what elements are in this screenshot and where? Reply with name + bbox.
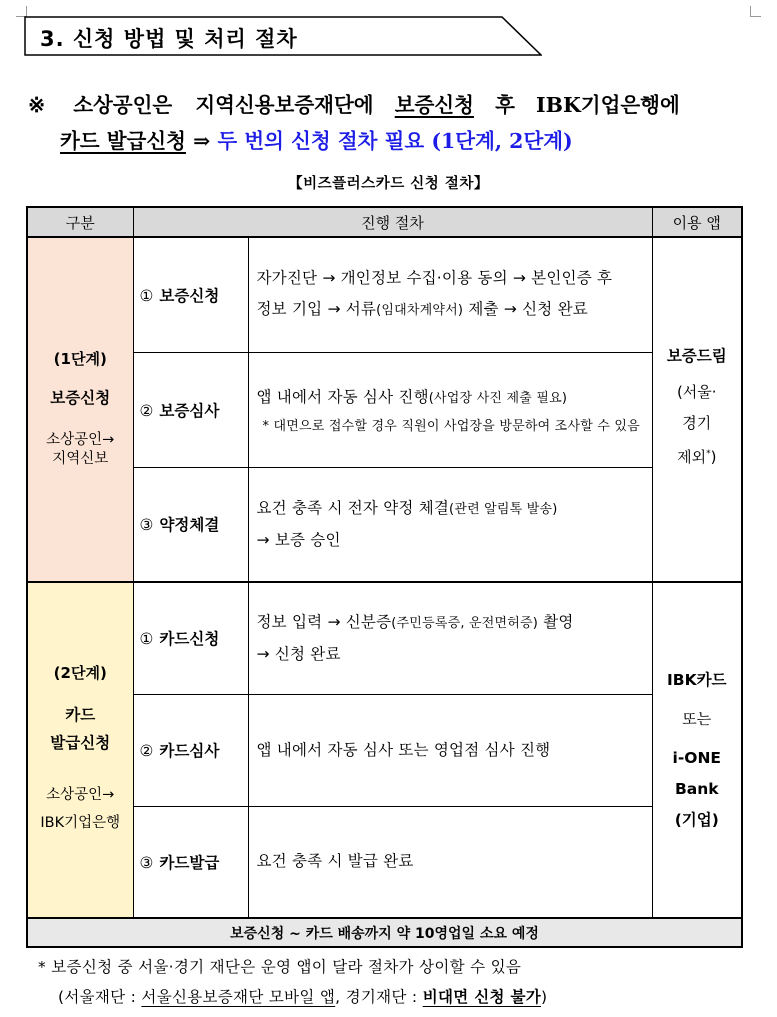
step-description	[248, 694, 652, 806]
stage2-app-name-alt: i-ONE	[672, 748, 721, 767]
footnote-text: , 경기재단 :	[335, 988, 423, 1006]
notice-text: IBK기업은행	[536, 93, 660, 117]
desc-small-text: (사업장 사진 제출 필요)	[428, 390, 568, 406]
step-name: 카드발급	[159, 853, 220, 872]
step-guarantee-apply	[133, 237, 248, 352]
table-header-row	[27, 207, 742, 237]
desc-text: 자가진단 → 개인정보 수집·이용 동의 → 본인인증 후	[256, 269, 613, 288]
stage2-title: (2단계)	[53, 663, 107, 682]
stage1-app-cell	[652, 237, 742, 582]
step-card-apply	[133, 582, 248, 694]
step-number: ①	[139, 630, 154, 649]
step-guarantee-review	[133, 352, 248, 467]
step-description	[248, 582, 652, 694]
stage2-flow-from: 소상공인→	[46, 787, 115, 804]
stage1-name: 보증신청	[50, 388, 111, 407]
stage2-flow	[28, 781, 133, 837]
table-footer-row	[27, 918, 742, 947]
table-caption: 【비즈플러스카드 신청 절차】	[288, 176, 489, 192]
table-footer: 보증신청 ~ 카드 배송까지 약 10영업일 소요 예정	[27, 918, 742, 947]
table-row	[27, 806, 742, 918]
step-number: ②	[139, 401, 154, 420]
step-description	[248, 352, 652, 467]
desc-small-text: (주민등록증, 운전면허증)	[391, 615, 539, 631]
step-name: 카드심사	[159, 742, 220, 760]
app-note-text: 경기	[682, 414, 712, 433]
stage1-cell	[27, 237, 133, 582]
desc-text: 촬영	[538, 612, 574, 631]
stage1-title: (1단계)	[53, 350, 107, 369]
step-number: ③	[139, 853, 154, 872]
desc-text: 요건 충족 시 전자 약정 체결	[256, 498, 450, 517]
app-note-text: (서울·	[676, 383, 717, 402]
table-row	[27, 237, 742, 352]
table-row	[27, 582, 742, 694]
stage2-app-name-alt: Bank	[674, 779, 719, 798]
notice-text-card-application: 카드 발급신청	[60, 129, 186, 153]
section-title: 3. 신청 방법 및 처리 절차	[40, 27, 298, 51]
step-description	[248, 467, 652, 582]
notice-text: 소상공인은	[73, 93, 180, 117]
table-row	[27, 694, 742, 806]
desc-text: 앱 내에서 자동 심사 진행	[256, 387, 429, 406]
footnote-text: (서울재단 :	[58, 988, 142, 1006]
step-description	[248, 237, 652, 352]
stage1-flow-to: 지역신보	[52, 451, 109, 468]
page-corner-mark	[750, 6, 761, 17]
stage1-app-note	[653, 377, 742, 473]
footnote-gyeonggi-note: 비대면 신청 불가	[422, 988, 541, 1006]
step-number: ②	[139, 742, 154, 760]
notice-two-step-text: 두 번의 신청 절차 필요 (1단계, 2단계)	[217, 129, 573, 153]
step-name: 약정체결	[159, 516, 220, 535]
notice-arrow: ⇒	[185, 129, 218, 153]
desc-text: 정보 기입 → 서류	[256, 300, 377, 319]
stage1-flow-from: 소상공인→	[46, 431, 115, 448]
reference-mark: ※	[28, 93, 46, 117]
stage2-cell	[27, 582, 133, 918]
header-process: 진행 절차	[133, 207, 652, 237]
stage1-app-name: 보증드림	[666, 346, 727, 365]
app-note-asterisk: *	[706, 449, 711, 460]
notice-text: 에	[659, 93, 680, 117]
step-name: 보증신청	[159, 286, 220, 305]
stage2-name	[28, 701, 133, 757]
desc-footnote: * 대면으로 접수할 경우 직원이 사업장을 방문하여 조사할 수 있음	[262, 418, 640, 434]
step-number: ①	[139, 286, 154, 305]
stage2-flow-to: IBK기업은행	[40, 815, 121, 832]
app-note-text: 제외	[677, 448, 707, 467]
notice-line-2	[60, 124, 573, 154]
stage2-app-cell	[652, 582, 742, 918]
footnote-line-1: * 보증신청 중 서울·경기 재단은 운영 앱이 달라 절차가 상이할 수 있음	[38, 958, 522, 976]
table-row	[27, 352, 742, 467]
desc-small-text: (관련 알림톡 발송)	[449, 501, 558, 517]
desc-text: → 신청 완료	[256, 644, 341, 663]
header-app: 이용 앱	[652, 207, 742, 237]
stage2-app-name: IBK카드	[666, 670, 727, 689]
notice-text: 에	[353, 93, 381, 117]
step-agreement	[133, 467, 248, 582]
desc-text: 제출 → 신청 완료	[463, 300, 588, 319]
procedure-table	[26, 206, 743, 948]
notice-line-1	[28, 88, 680, 118]
desc-text: 요건 충족 시 발급 완료	[256, 852, 414, 871]
notice-text: 후	[487, 93, 523, 117]
header-category: 구분	[27, 207, 133, 237]
stage2-app-or: 또는	[682, 709, 712, 728]
footnote-text: )	[541, 988, 548, 1006]
notice-text: 지역신용보증재단	[195, 93, 354, 117]
stage1-flow	[28, 431, 133, 470]
step-name: 보증심사	[159, 401, 220, 420]
step-description	[248, 806, 652, 918]
notice-text-guarantee-application: 보증신청	[394, 93, 474, 117]
app-note-text: )	[710, 448, 717, 467]
footnote-seoul-app: 서울신용보증재단 모바일 앱	[141, 988, 336, 1006]
step-name: 카드신청	[159, 630, 220, 649]
section-header	[24, 16, 542, 56]
stage2-name-text: 발급신청	[50, 734, 111, 753]
stage2-app-name-alt: (기업)	[674, 810, 719, 829]
stage2-name-text: 카드	[65, 706, 96, 725]
footnote-line-2	[58, 985, 547, 1007]
desc-text: 정보 입력 → 신분증	[256, 612, 392, 631]
desc-small-text: (임대차계약서)	[376, 303, 464, 319]
step-number: ③	[139, 516, 154, 535]
step-card-issue	[133, 806, 248, 918]
desc-text: → 보증 승인	[256, 530, 341, 549]
step-card-review	[133, 694, 248, 806]
desc-text: 앱 내에서 자동 심사 또는 영업점 심사 진행	[256, 740, 551, 759]
table-row	[27, 467, 742, 582]
